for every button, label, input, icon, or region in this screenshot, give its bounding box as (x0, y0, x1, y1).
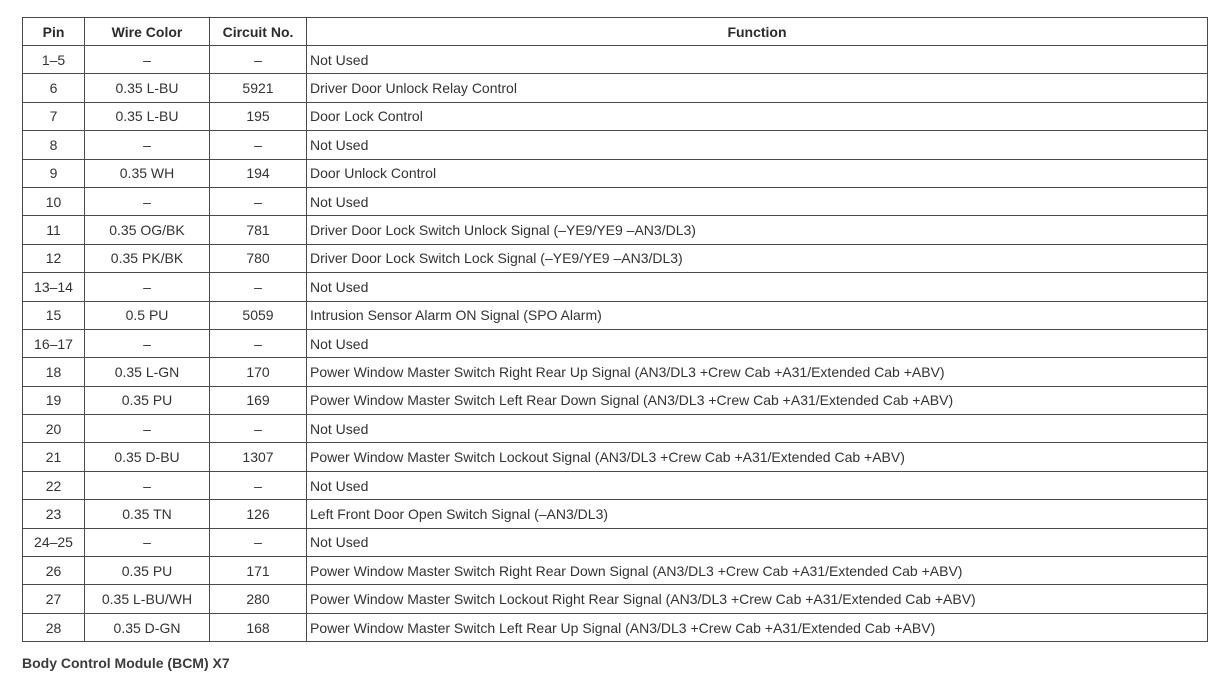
table-row (23, 415, 1208, 443)
table-row (23, 329, 1208, 357)
pin-cell: 23 (23, 500, 85, 528)
table-row (23, 74, 1208, 102)
function-cell: Not Used (307, 471, 1208, 499)
pin-cell: 20 (23, 415, 85, 443)
circuit-number-cell: 195 (210, 102, 307, 130)
table-row (23, 131, 1208, 159)
function-cell: Power Window Master Switch Right Rear Down Signal (AN3/DL3 +Crew Cab +A31/Extended Cab +ABV) (307, 557, 1208, 585)
table-header (23, 18, 1208, 46)
circuit-number-cell: 169 (210, 386, 307, 414)
header-wire-color: Wire Color (85, 18, 210, 46)
wire-color-cell: 0.35 PU (85, 386, 210, 414)
circuit-number-cell: 781 (210, 216, 307, 244)
wire-color-cell: – (85, 528, 210, 556)
circuit-number-cell: 1307 (210, 443, 307, 471)
circuit-number-cell: – (210, 273, 307, 301)
pin-cell: 6 (23, 74, 85, 102)
function-cell: Driver Door Unlock Relay Control (307, 74, 1208, 102)
table-row (23, 386, 1208, 414)
connector-pinout-table (22, 17, 1208, 642)
wire-color-cell: 0.35 TN (85, 500, 210, 528)
wire-color-cell: 0.35 D-GN (85, 613, 210, 641)
function-cell: Driver Door Lock Switch Lock Signal (–YE9/YE9 –AN3/DL3) (307, 244, 1208, 272)
function-cell: Not Used (307, 187, 1208, 215)
pin-cell: 13–14 (23, 273, 85, 301)
table-row (23, 358, 1208, 386)
function-cell: Not Used (307, 46, 1208, 74)
wire-color-cell: 0.35 L-BU (85, 102, 210, 130)
wire-color-cell: 0.35 PK/BK (85, 244, 210, 272)
pin-cell: 11 (23, 216, 85, 244)
wire-color-cell: – (85, 46, 210, 74)
wire-color-cell: 0.35 L-BU/WH (85, 585, 210, 613)
pin-cell: 8 (23, 131, 85, 159)
pin-cell: 18 (23, 358, 85, 386)
function-cell: Intrusion Sensor Alarm ON Signal (SPO Alarm) (307, 301, 1208, 329)
table-row (23, 244, 1208, 272)
function-cell: Left Front Door Open Switch Signal (–AN3/DL3) (307, 500, 1208, 528)
table-row (23, 301, 1208, 329)
circuit-number-cell: – (210, 131, 307, 159)
wire-color-cell: 0.35 PU (85, 557, 210, 585)
function-cell: Power Window Master Switch Lockout Right Rear Signal (AN3/DL3 +Crew Cab +A31/Extended Cab +ABV) (307, 585, 1208, 613)
table-row (23, 557, 1208, 585)
header-function: Function (307, 18, 1208, 46)
wire-color-cell: 0.35 L-GN (85, 358, 210, 386)
table-row (23, 613, 1208, 641)
wire-color-cell: 0.35 D-BU (85, 443, 210, 471)
wire-color-cell: – (85, 187, 210, 215)
function-cell: Not Used (307, 528, 1208, 556)
circuit-number-cell: – (210, 329, 307, 357)
pin-cell: 7 (23, 102, 85, 130)
table-row (23, 500, 1208, 528)
function-cell: Not Used (307, 131, 1208, 159)
pin-cell: 9 (23, 159, 85, 187)
circuit-number-cell: 170 (210, 358, 307, 386)
function-cell: Door Lock Control (307, 102, 1208, 130)
wire-color-cell: 0.35 WH (85, 159, 210, 187)
pin-cell: 28 (23, 613, 85, 641)
table-row (23, 443, 1208, 471)
table-body (23, 46, 1208, 642)
function-cell: Door Unlock Control (307, 159, 1208, 187)
circuit-number-cell: 126 (210, 500, 307, 528)
circuit-number-cell: 171 (210, 557, 307, 585)
table-row (23, 187, 1208, 215)
pin-cell: 16–17 (23, 329, 85, 357)
wire-color-cell: – (85, 415, 210, 443)
function-cell: Power Window Master Switch Left Rear Up Signal (AN3/DL3 +Crew Cab +A31/Extended Cab +ABV) (307, 613, 1208, 641)
circuit-number-cell: 5059 (210, 301, 307, 329)
circuit-number-cell: 5921 (210, 74, 307, 102)
table-row (23, 216, 1208, 244)
pin-cell: 19 (23, 386, 85, 414)
wire-color-cell: 0.5 PU (85, 301, 210, 329)
wire-color-cell: – (85, 329, 210, 357)
circuit-number-cell: 168 (210, 613, 307, 641)
wire-color-cell: – (85, 273, 210, 301)
circuit-number-cell: – (210, 471, 307, 499)
header-pin: Pin (23, 18, 85, 46)
pin-cell: 15 (23, 301, 85, 329)
function-cell: Not Used (307, 329, 1208, 357)
header-row (23, 18, 1208, 46)
function-cell: Power Window Master Switch Right Rear Up Signal (AN3/DL3 +Crew Cab +A31/Extended Cab +ABV) (307, 358, 1208, 386)
header-circuit-no: Circuit No. (210, 18, 307, 46)
function-cell: Not Used (307, 415, 1208, 443)
pin-cell: 24–25 (23, 528, 85, 556)
circuit-number-cell: – (210, 46, 307, 74)
table-caption: Body Control Module (BCM) X7 (22, 655, 230, 671)
pin-cell: 1–5 (23, 46, 85, 74)
table-row (23, 46, 1208, 74)
function-cell: Not Used (307, 273, 1208, 301)
table-row (23, 159, 1208, 187)
wire-color-cell: – (85, 471, 210, 499)
table-row (23, 585, 1208, 613)
pin-cell: 22 (23, 471, 85, 499)
circuit-number-cell: 280 (210, 585, 307, 613)
pin-cell: 26 (23, 557, 85, 585)
circuit-number-cell: 194 (210, 159, 307, 187)
circuit-number-cell: – (210, 415, 307, 443)
function-cell: Driver Door Lock Switch Unlock Signal (–YE9/YE9 –AN3/DL3) (307, 216, 1208, 244)
circuit-number-cell: – (210, 528, 307, 556)
pin-cell: 27 (23, 585, 85, 613)
function-cell: Power Window Master Switch Lockout Signal (AN3/DL3 +Crew Cab +A31/Extended Cab +ABV) (307, 443, 1208, 471)
circuit-number-cell: – (210, 187, 307, 215)
wire-color-cell: – (85, 131, 210, 159)
table-row (23, 528, 1208, 556)
wire-color-cell: 0.35 OG/BK (85, 216, 210, 244)
pin-cell: 21 (23, 443, 85, 471)
table-row (23, 273, 1208, 301)
pin-cell: 10 (23, 187, 85, 215)
circuit-number-cell: 780 (210, 244, 307, 272)
wire-color-cell: 0.35 L-BU (85, 74, 210, 102)
table-row (23, 471, 1208, 499)
function-cell: Power Window Master Switch Left Rear Down Signal (AN3/DL3 +Crew Cab +A31/Extended Cab +ABV) (307, 386, 1208, 414)
table-row (23, 102, 1208, 130)
pin-cell: 12 (23, 244, 85, 272)
